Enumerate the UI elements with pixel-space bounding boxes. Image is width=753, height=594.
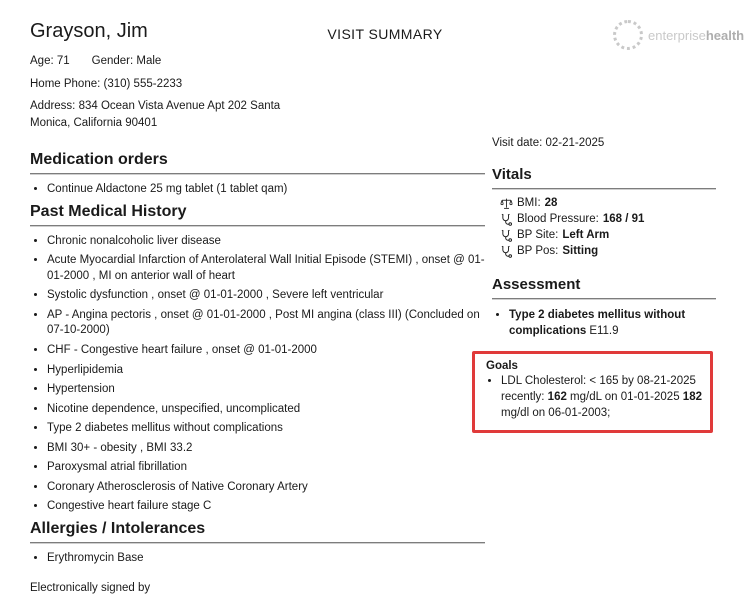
list-item: • Hypertension (47, 382, 485, 398)
assessment-diagnosis: Type 2 diabetes mellitus without complications (509, 309, 686, 337)
list-item: • Chronic nonalcoholic liver disease (47, 234, 485, 250)
stethoscope-icon (500, 245, 513, 258)
section-divider (30, 542, 485, 544)
vital-label: BP Pos: (517, 245, 559, 257)
list-item (509, 308, 716, 339)
goals-list (486, 373, 709, 421)
list-item: • LDL Cholesterol: < 165 by 08-21-2025 recently: 162 mg/dL on 01-01-2025 182 mg/dl on 06-01-2003; (501, 373, 702, 421)
vital-label: Blood Pressure: (517, 213, 599, 225)
allergies-heading: Allergies / Intolerances (30, 519, 206, 537)
medication-orders-list (30, 182, 485, 198)
list-item: • Congestive heart failure stage C (47, 499, 485, 515)
list-item: • Paroxysmal atrial fibrillation (47, 460, 485, 476)
patient-name: Grayson, Jim (30, 20, 148, 42)
vital-value: 168 / 91 (602, 213, 645, 225)
electronic-signature-note: Electronically signed by (30, 582, 151, 594)
patient-address-line2: Monica, California 90401 (30, 117, 158, 130)
list-item: • CHF - Congestive heart failure , onset @ 01-01-2000 (47, 343, 485, 359)
vital-value: 28 (544, 197, 558, 209)
list-item: • AP - Angina pectoris , onset @ 01-01-2000 , Post MI angina (class III) (Concluded on 07-10-2000) (47, 308, 485, 339)
list-item: • Acute Myocardial Infarction of Anterolateral Wall Initial Episode (STEMI) , onset @ 01-01-2000 , MI on anterior wall of heart (47, 253, 485, 284)
patient-age: Age: 71 (30, 55, 70, 67)
list-item: • Nicotine dependence, unspecified, uncomplicated (47, 402, 485, 418)
allergies-list (30, 551, 485, 567)
enterprise-health-logo (613, 20, 744, 50)
past-medical-history-list (30, 234, 485, 515)
dotted-ring-logo-icon (613, 20, 643, 50)
past-medical-history-heading: Past Medical History (30, 202, 187, 220)
vital-value: Left Arm (562, 229, 610, 241)
document-left-column (30, 150, 485, 594)
list-item: • Coronary Atherosclerosis of Native Coronary Artery (47, 480, 485, 496)
scale-icon (500, 197, 513, 210)
list-item: • Hyperlipidemia (47, 363, 485, 379)
medication-orders-heading: Medication orders (30, 151, 168, 168)
list-item: • Erythromycin Base (47, 551, 485, 567)
assessment-list (492, 308, 716, 339)
patient-address-line1: Address: 834 Ocean Vista Avenue Apt 202 Santa (30, 100, 281, 113)
list-item: • Continue Aldactone 25 mg tablet (1 tablet qam) (47, 182, 485, 198)
logo-wordmark: enterprisehealth (648, 27, 745, 43)
vitals-rows (492, 196, 716, 259)
goals-highlight-box (472, 351, 713, 433)
visit-date: Visit date: 02-21-2025 (492, 137, 605, 149)
section-divider (492, 188, 716, 190)
patient-home-phone: Home Phone: (310) 555-2233 (30, 77, 183, 90)
list-item: • Systolic dysfunction , onset @ 01-01-2000 , Severe left ventricular (47, 288, 485, 304)
vital-row-bp-pos (500, 244, 716, 259)
document-right-column (486, 137, 716, 433)
list-item: • Type 2 diabetes mellitus without complications (47, 421, 485, 437)
vital-label: BMI: (517, 197, 541, 209)
patient-age-gender (30, 53, 330, 70)
goals-heading: Goals (486, 360, 518, 373)
section-divider (30, 173, 485, 175)
vital-value: Sitting (562, 245, 599, 257)
vital-row-blood-pressure (500, 212, 716, 227)
assessment-heading: Assessment (492, 276, 581, 293)
vital-row-bmi (500, 196, 716, 211)
section-divider (30, 225, 485, 227)
page-title: VISIT SUMMARY (327, 26, 443, 42)
patient-gender: Gender: Male (91, 55, 162, 67)
vital-row-bp-site (500, 228, 716, 243)
section-divider (492, 298, 716, 300)
assessment-code: E11.9 (589, 324, 619, 337)
stethoscope-icon (500, 213, 513, 226)
stethoscope-icon (500, 229, 513, 242)
list-item: • BMI 30+ - obesity , BMI 33.2 (47, 441, 485, 457)
vitals-heading: Vitals (492, 166, 532, 183)
vital-label: BP Site: (517, 229, 559, 241)
